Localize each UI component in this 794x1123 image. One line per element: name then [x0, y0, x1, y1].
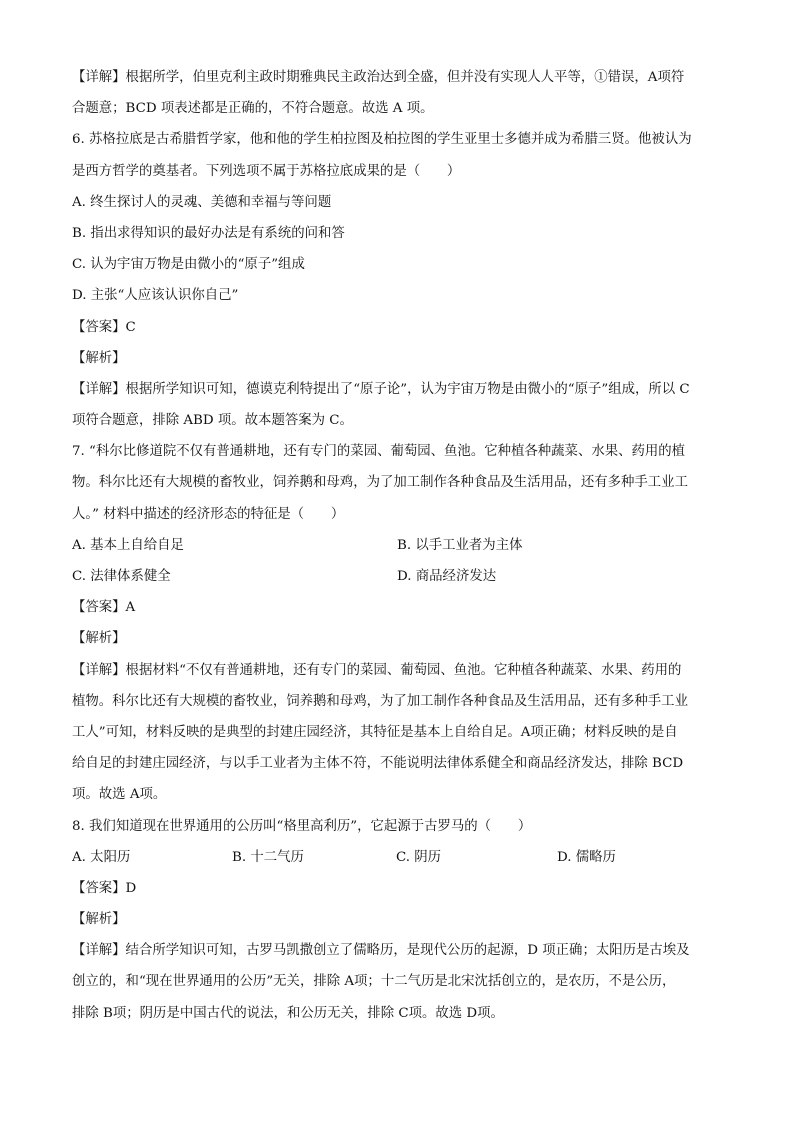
question-7-analysis-heading: 【解析】	[72, 631, 126, 647]
question-7-explanation: 工人”可知，材料反映的是典型的封建庄园经济，其特征是基本上自给自足。A项正确；材料反映的是自	[72, 724, 678, 740]
question-7-answer: 【答案】A	[72, 600, 136, 616]
question-8-stem: 8. 我们知道现在世界通用的公历叫“格里高利历”，它起源于古罗马的（ ）	[72, 818, 532, 834]
question-7-stem: 人。” 材料中描述的经济形态的特征是（ ）	[72, 506, 345, 522]
question-7-explanation: 【详解】根据材料“不仅有普通耕地，还有专门的菜园、葡萄园、鱼池。它种植各种蔬菜、水果、药用的	[72, 662, 682, 678]
question-6-option-a: A. 终生探讨人的灵魂、美德和幸福与等问题	[72, 194, 332, 210]
explanation-line: 【详解】根据所学，伯里克利主政时期雅典民主政治达到全盛，但并没有实现人人平等，①错误，A项符	[72, 70, 685, 85]
question-7-option-d: D. 商品经济发达	[397, 569, 497, 584]
question-8-option-c: C. 阴历	[396, 849, 442, 865]
question-6-option-d: D. 主张“人应该认识你自己”	[72, 288, 239, 304]
question-6-analysis-heading: 【解析】	[72, 350, 126, 366]
question-6-stem: 6. 苏格拉底是古希腊哲学家，他和他的学生柏拉图及柏拉图的学生亚里士多德并成为希腊三贤。他被认为	[72, 132, 692, 148]
question-7-stem: 物。科尔比还有大规模的畜牧业，饲养鹅和母鸡，为了加工制作各种食品及生活用品，还有多种手工业工	[72, 475, 688, 491]
question-7-option-c: C. 法律体系健全	[72, 569, 171, 584]
question-7-stem: 7. “科尔比修道院不仅有普通耕地，还有专门的菜园、葡萄园、鱼池。它种植各种蔬菜、水果、药用的植	[72, 444, 686, 460]
question-6-option-c: C. 认为宇宙万物是由微小的“原子”组成	[72, 257, 305, 273]
question-7-explanation: 给自足的封建庄园经济，与以手工业者为主体不符，不能说明法律体系健全和商品经济发达，排除 BCD	[72, 756, 684, 772]
question-8-analysis-heading: 【解析】	[72, 912, 126, 928]
document-page	[72, 62, 722, 1029]
question-6-explanation: 项符合题意，排除 ABD 项。故本题答案为 C。	[72, 413, 353, 429]
question-8-explanation: 排除 B项；阴历是中国古代的说法，和公历无关，排除 C项。故选 D项。	[72, 1005, 504, 1021]
question-8-explanation: 【详解】结合所学知识可知，古罗马凯撒创立了儒略历，是现代公历的起源，D 项正确；太阳历是古埃及	[72, 943, 690, 959]
question-8-option-b: B. 十二气历	[232, 849, 304, 865]
question-7-explanation: 植物。科尔比还有大规模的畜牧业，饲养鹅和母鸡，为了加工制作各种食品及生活用品，还有多种手工业	[72, 693, 688, 709]
question-8-explanation: 创立的，和“现在世界通用的公历”无关，排除 A项；十二气历是北宋沈括创立的，是农历，不是公历，	[72, 974, 676, 990]
question-7-option-b: B. 以手工业者为主体	[397, 537, 523, 553]
explanation-line: 合题意；BCD 项表述都是正确的，不符合题意。故选 A 项。	[72, 101, 434, 117]
question-8-option-a: A. 太阳历	[72, 849, 131, 865]
question-7-options-row	[72, 561, 722, 592]
question-6-explanation: 【详解】根据所学知识可知，德谟克利特提出了“原子论”，认为宇宙万物是由微小的“原子”组成，所以 C	[72, 381, 690, 397]
question-6-stem: 是西方哲学的奠基者。下列选项不属于苏格拉底成果的是（ ）	[72, 163, 461, 179]
question-8-options-row	[72, 842, 722, 873]
question-6-answer: 【答案】C	[72, 319, 136, 335]
question-6-option-b: B. 指出求得知识的最好办法是有系统的问和答	[72, 225, 345, 241]
question-7-explanation: 项。故选 A项。	[72, 787, 167, 803]
question-8-answer: 【答案】D	[72, 880, 137, 896]
question-7-option-a: A. 基本上自给自足	[72, 537, 184, 553]
question-7-options-row	[72, 530, 722, 561]
question-8-option-d: D. 儒略历	[557, 849, 616, 865]
